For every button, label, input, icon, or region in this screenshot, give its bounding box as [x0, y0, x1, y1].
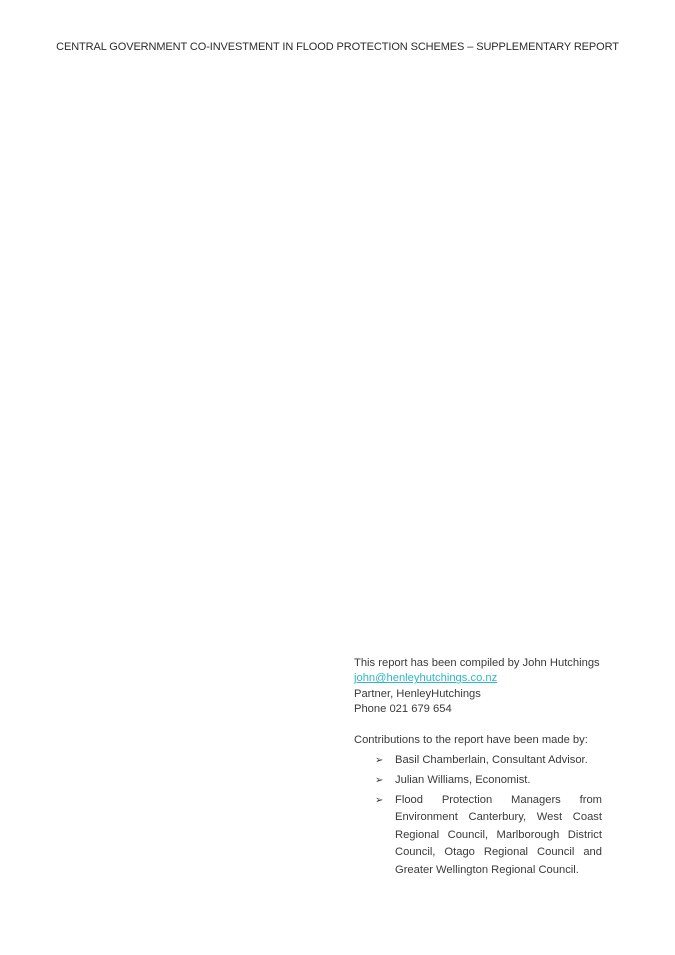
compiler-email-link[interactable]: john@henleyhutchings.co.nz — [354, 672, 498, 685]
list-item — [354, 772, 606, 790]
arrow-bullet-icon: ➢ — [375, 774, 384, 786]
arrow-bullet-icon: ➢ — [375, 755, 384, 767]
contributors-list — [354, 752, 606, 880]
contributions-intro: Contributions to the report have been made by: — [354, 733, 588, 746]
contributor-text: Basil Chamberlain, Consultant Advisor. — [395, 754, 588, 767]
compiler-phone: Phone 021 679 654 — [354, 703, 452, 716]
compiler-credits — [354, 656, 606, 882]
page-header-title: CENTRAL GOVERNMENT CO-INVESTMENT IN FLOOD PROTECTION SCHEMES – SUPPLEMENTARY REPORT — [56, 41, 619, 53]
list-item — [354, 792, 606, 880]
contributor-text: Julian Williams, Economist. — [395, 773, 531, 786]
list-item — [354, 752, 606, 770]
compiler-role: Partner, HenleyHutchings — [354, 687, 481, 700]
contributor-text: Flood Protection Managers from Environment Canterbury, West Coast Regional Council, Marlborough District Council, Otago Regional Council and Greater Wellington Regional Council. — [395, 793, 602, 876]
arrow-bullet-icon: ➢ — [375, 794, 384, 806]
compiled-by-line: This report has been compiled by John Hutchings — [354, 657, 600, 669]
